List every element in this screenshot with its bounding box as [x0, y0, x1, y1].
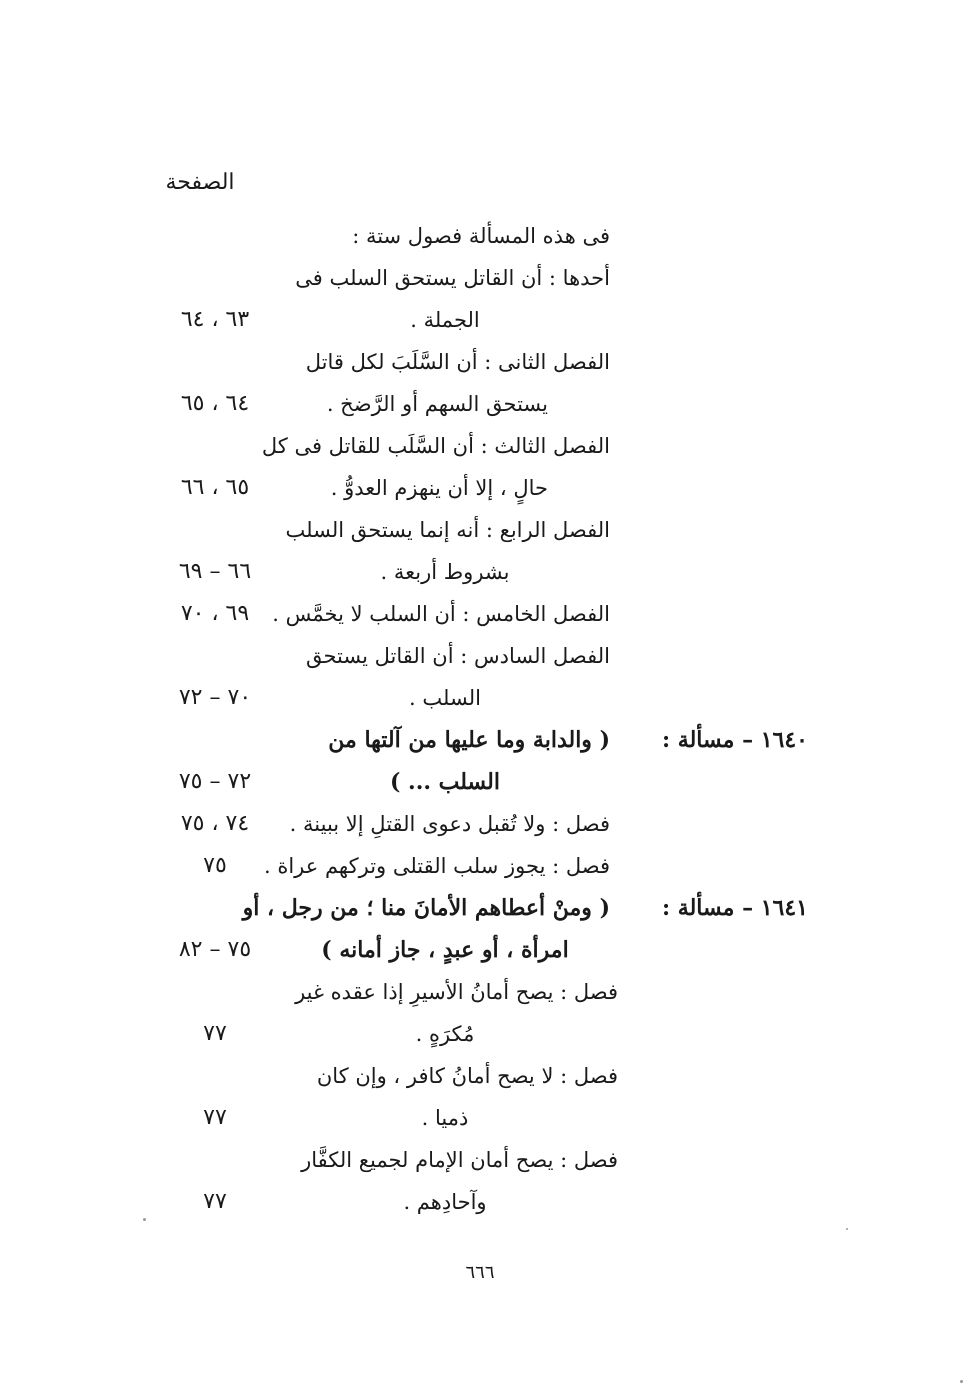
index-row [0, 1181, 968, 1223]
entry-text: الفصل الثالث : أن السَّلَب للقاتل فى كل [261, 434, 610, 458]
page-reference: ٦٥ ، ٦٦ [180, 475, 250, 500]
masala-label: ١٦٤١ – مسألة : [662, 895, 808, 921]
entry-text: الفصل الخامس : أن السلب لا يخمَّس . [272, 602, 610, 626]
index-row [0, 425, 968, 467]
entry-text: فصل : يجوز سلب القتلى وتركهم عراة . [263, 854, 610, 878]
index-row [0, 215, 968, 257]
page-reference: ٦٤ ، ٦٥ [180, 391, 250, 416]
index-row [0, 677, 968, 719]
index-row [0, 971, 968, 1013]
page-reference: ٧٥ – ٨٢ [178, 937, 252, 962]
page-reference: ٦٩ ، ٧٠ [180, 601, 250, 626]
index-row [0, 299, 968, 341]
entry-text: الفصل الثانى : أن السَّلَبَ لكل قاتل [305, 350, 610, 374]
index-row [0, 929, 968, 971]
page-column-header: الصفحة [165, 170, 235, 195]
masala-label: ١٦٤٠ – مسألة : [662, 727, 808, 753]
entry-text: أحدها : أن القاتل يستحق السلب فى [295, 266, 610, 290]
entry-text: ( ومنْ أعطاهم الأمانَ منا ؛ من رجل ، أو [242, 895, 610, 921]
entry-text: وآحادِهم . [403, 1190, 487, 1214]
entry-text: حالٍ ، إلا أن ينهزم العدوُّ . [330, 476, 548, 500]
index-row [0, 257, 968, 299]
index-row [0, 1055, 968, 1097]
entry-text: ( والدابة وما عليها من آلتها من [328, 727, 610, 753]
page-reference: ٧٤ ، ٧٥ [180, 811, 250, 836]
entry-text: الفصل السادس : أن القاتل يستحق [305, 644, 610, 668]
speck-mark [846, 1228, 848, 1230]
index-row [0, 467, 968, 509]
entry-text: ذميا . [421, 1106, 469, 1130]
page-reference: ٧٢ – ٧٥ [178, 769, 252, 794]
entry-text: بشروط أربعة . [380, 560, 510, 584]
speck-mark [143, 1218, 146, 1221]
entry-text: فصل : لا يصح أمانُ كافر ، وإن كان [316, 1064, 618, 1088]
entry-text: فى هذه المسألة فصول ستة : [352, 224, 610, 248]
index-row [0, 761, 968, 803]
entry-text: السلب . [409, 686, 481, 710]
page-reference: ٧٥ [203, 853, 227, 878]
index-row [0, 1013, 968, 1055]
page-reference: ٧٠ – ٧٢ [178, 685, 252, 710]
entry-text: مُكرَهٍ . [415, 1022, 475, 1046]
page-number: ٦٦٦ [465, 1262, 495, 1283]
index-row [0, 1139, 968, 1181]
index-row [0, 593, 968, 635]
page-reference: ٧٧ [203, 1189, 227, 1214]
entry-text: الفصل الرابع : أنه إنما يستحق السلب [285, 518, 610, 542]
index-row-masala [0, 719, 968, 761]
page-reference: ٦٣ ، ٦٤ [180, 307, 250, 332]
index-row [0, 803, 968, 845]
page-reference: ٧٧ [203, 1021, 227, 1046]
index-row [0, 509, 968, 551]
entry-text: فصل : يصح أمانُ الأسيرِ إذا عقده غير [295, 980, 618, 1004]
entry-text: امرأة ، أو عبدٍ ، جاز أمانه ) [321, 937, 569, 963]
entry-text: السلب ... ) [389, 769, 501, 795]
index-row [0, 1097, 968, 1139]
index-row [0, 845, 968, 887]
entry-text: فصل : ولا تُقبل دعوى القتلِ إلا ببينة . [289, 812, 610, 836]
speck-mark [960, 1380, 963, 1383]
index-row [0, 383, 968, 425]
entry-text: فصل : يصح أمان الإمام لجميع الكفَّار [301, 1148, 618, 1172]
index-row [0, 551, 968, 593]
index-row [0, 635, 968, 677]
index-row-masala [0, 887, 968, 929]
entry-text: الجملة . [410, 308, 480, 332]
page-reference: ٦٦ – ٦٩ [178, 559, 252, 584]
index-row [0, 341, 968, 383]
page-reference: ٧٧ [203, 1105, 227, 1130]
entry-text: يستحق السهم أو الرَّضخ . [326, 392, 548, 416]
